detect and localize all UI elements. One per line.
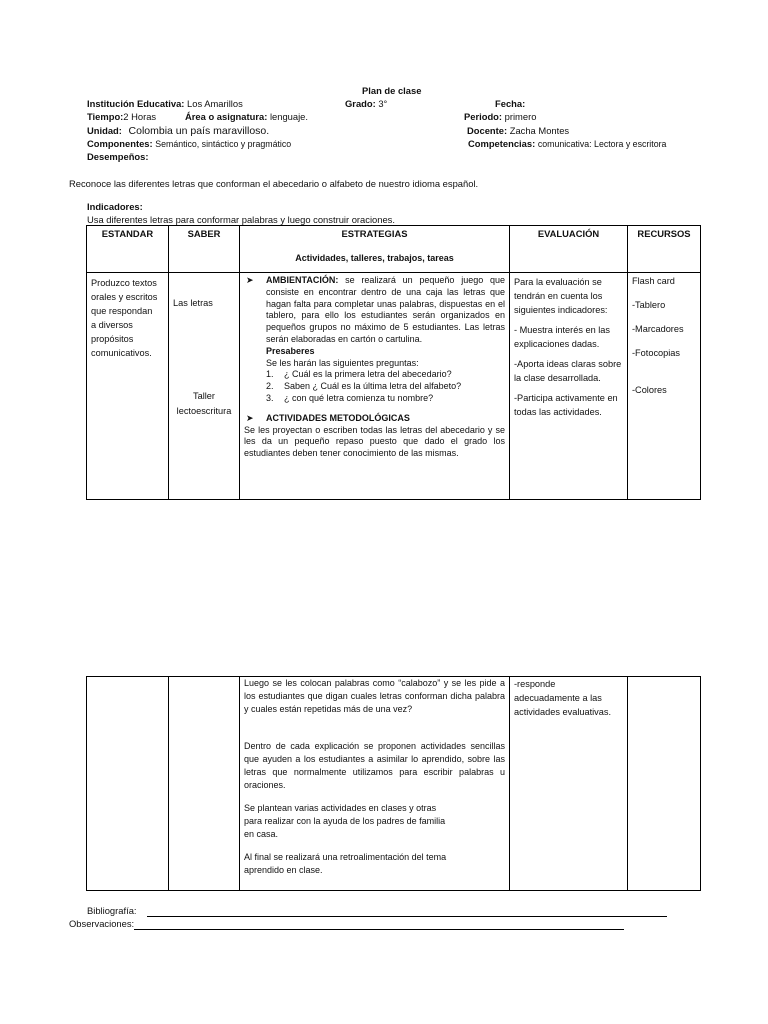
componentes-value: Semántico, sintáctico y pragmático (155, 139, 292, 149)
estandar-line: orales y escritos (91, 292, 158, 302)
tiempo-value: 2 Horas (123, 111, 157, 122)
header-estrategias-sub: Actividades, talleres, trabajos, tareas (295, 253, 454, 263)
indicadores-text: Usa diferentes letras para conformar palabras y luego construir oraciones. (87, 214, 395, 225)
docente-row (467, 124, 569, 137)
evaluacion-item: - Muestra interés en las explicaciones dadas. (514, 325, 610, 349)
competencias-value: comunicativa: Lectora y escritora (537, 139, 667, 149)
unidad-row (87, 124, 269, 138)
observaciones-line[interactable] (134, 919, 624, 930)
pregunta-item: 1. ¿ Cuál es la primera letra del abecedario? (266, 369, 452, 380)
recurso-item: -Tablero (632, 300, 666, 310)
bibliografia-label: Bibliografía: (87, 905, 137, 916)
componentes-row (87, 137, 291, 151)
pregunta-item: 2. Saben ¿ Cuál es la última letra del alfabeto? (266, 381, 462, 392)
pregunta-item: 3. ¿ con qué letra comienza tu nombre? (266, 392, 434, 403)
unidad-value: Colombia un país maravilloso. (128, 125, 270, 137)
estandar-line: a diversos (91, 320, 133, 330)
cell-estrategias (240, 273, 510, 500)
docente-label: Docente: (467, 125, 508, 136)
cell-recursos (628, 273, 701, 500)
evaluacion-item: -responde adecuadamente a las actividades evaluativas. (514, 679, 612, 717)
cell-estandar-2 (87, 677, 169, 891)
cell-estandar (87, 273, 169, 500)
estandar-line: Produzco textos (91, 278, 157, 288)
periodo-label: Periodo: (464, 111, 503, 122)
presaberes-intro: Se les harán las siguientes preguntas: (266, 357, 419, 368)
competencias-label: Competencias: (468, 138, 536, 149)
desempenos-label: Desempeños: (87, 151, 149, 162)
bibliografia-row (87, 904, 667, 917)
periodo-row (464, 110, 536, 123)
estrategia-paragraph: Se plantean varias actividades en clases y otras para realizar con la ayuda de los padres de familia en casa. (244, 803, 446, 839)
arrow-bullet-icon: ➤ (246, 412, 254, 423)
grado-label: Grado: (345, 98, 376, 109)
estandar-line: comunicativos. (91, 348, 152, 358)
recurso-item: -Marcadores (632, 324, 684, 334)
header-evaluacion: EVALUACIÓN (510, 226, 628, 273)
saber-taller: Taller (193, 391, 215, 401)
cell-evaluacion (510, 273, 628, 500)
presaberes-label: Presaberes (266, 345, 315, 356)
observaciones-label: Observaciones: (69, 918, 135, 929)
cell-saber-2 (169, 677, 240, 891)
observaciones-row (69, 917, 624, 930)
cell-evaluacion-2 (510, 677, 628, 891)
header-estandar: ESTANDAR (87, 226, 169, 273)
unidad-label: Unidad: (87, 125, 122, 136)
docente-value: Zacha Montes (509, 125, 570, 136)
recurso-item: -Colores (632, 385, 667, 395)
recurso-item: Flash card (632, 276, 675, 286)
evaluacion-item: -Aporta ideas claras sobre la clase desarrollada. (514, 359, 622, 383)
estandar-line: que respondan (91, 306, 153, 316)
header-estrategias: ESTRATEGIAS Actividades, talleres, trabajos, tareas (240, 226, 510, 273)
header-saber: SABER (169, 226, 240, 273)
grado-row (345, 97, 387, 110)
desempeno-text: Reconoce las diferentes letras que conforman el abecedario o alfabeto de nuestro idioma español. (69, 178, 479, 189)
institucion-row (87, 97, 243, 110)
tiempo-label: Tiempo: (87, 111, 124, 122)
grado-value: 3° (378, 98, 388, 109)
plan-table (86, 225, 701, 500)
ambientacion-label: AMBIENTACIÓN: (266, 275, 339, 285)
institucion-label: Institución Educativa: (87, 98, 185, 109)
page-title: Plan de clase (362, 85, 422, 96)
bibliografia-line[interactable] (147, 906, 667, 917)
competencias-row (468, 137, 666, 151)
recurso-item: -Fotocopias (632, 348, 681, 358)
evaluacion-intro: Para la evaluación se tendrán en cuenta los siguientes indicadores: (514, 277, 608, 315)
cell-saber (169, 273, 240, 500)
estrategia-paragraph: Dentro de cada explicación se proponen actividades sencillas que ayuden a los estudiantes a asimilar lo aprendido, sobre las letras que normalmente utilizamos para escribir palabras u oraciones. (244, 741, 505, 790)
area-label: Área o asignatura: (185, 111, 268, 122)
actividades-text: Se les proyectan o escriben todas las letras del abecedario y se les da un pequeño repaso puesto que dado el grado los estudiantes deben tener conocimiento de las mismas. (244, 424, 505, 459)
cell-recursos-2 (628, 677, 701, 891)
periodo-value: primero (504, 111, 537, 122)
evaluacion-item: -Participa activamente en todas las actividades. (514, 393, 618, 417)
saber-lectoescritura: lectoescritura (176, 406, 232, 416)
estrategia-paragraph: Al final se realizará una retroalimentación del tema aprendido en clase. (244, 852, 447, 875)
componentes-label: Componentes: (87, 138, 153, 149)
cell-estrategias-2 (240, 677, 510, 891)
preguntas-list (244, 369, 505, 404)
indicadores-label: Indicadores: (87, 201, 143, 212)
ambientacion-text: se realizará un pequeño juego que consiste en encontrar dentro de una caja las letras que hagan falta para completar unas palabras, dispuestas en el tablero, para ello los estudiantes serán organizados en pequeños grupos no máximo de 5 estudiantes. Las letras serán elaboradas en cartón o cartulina. (266, 275, 505, 344)
plan-table-continuation (86, 676, 701, 891)
institucion-value: Los Amarillos (187, 98, 243, 109)
arrow-bullet-icon: ➤ (246, 275, 254, 285)
fecha-label: Fecha: (495, 98, 526, 109)
tiempo-row (87, 110, 156, 123)
estrategia-paragraph: Luego se les colocan palabras como “calabozo” y se les pide a los estudiantes que digan cuales letras conforman dicha palabra y cuales están repetidas más de una vez? (244, 678, 505, 714)
actividades-label: ACTIVIDADES METODOLÓGICAS (266, 412, 410, 423)
header-recursos: RECURSOS (628, 226, 701, 273)
saber-las-letras: Las letras (173, 298, 213, 308)
area-row (185, 110, 308, 123)
estandar-line: propósitos (91, 334, 134, 344)
area-value: lenguaje. (269, 111, 308, 122)
